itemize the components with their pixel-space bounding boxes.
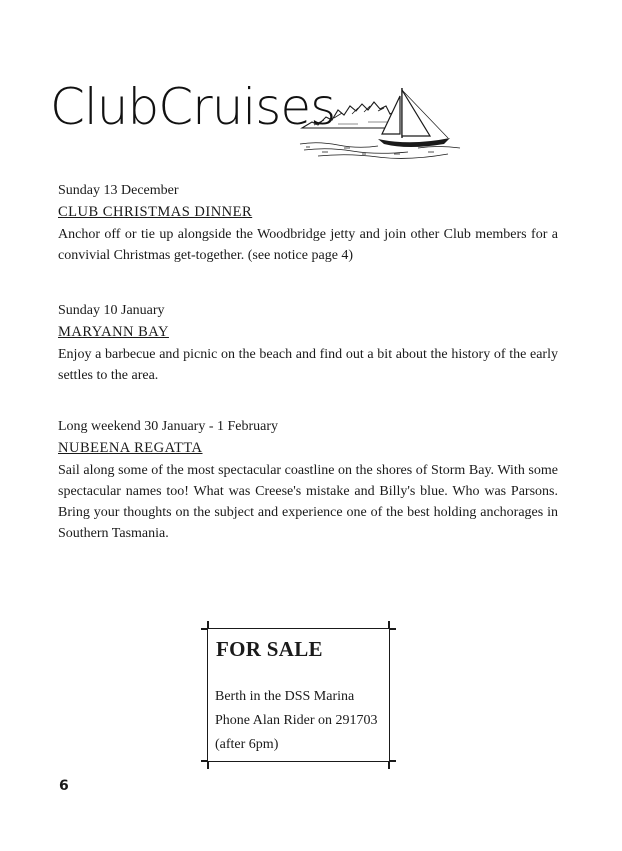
box-corner-mark (207, 761, 209, 769)
event-date: Long weekend 30 January - 1 February (58, 419, 279, 434)
event-description: Anchor off or tie up alongside the Woodbridge jetty and join other Club members for a convivial Christmas get-together. (see notice page 4) (58, 227, 558, 263)
for-sale-line: (after 6pm) (215, 737, 279, 752)
event-date: Sunday 13 December (58, 183, 179, 198)
box-corner-mark (389, 760, 396, 762)
event-title: CLUB CHRISTMAS DINNER (58, 204, 253, 220)
box-corner-mark (207, 621, 209, 629)
sailing-boat-illustration (298, 84, 464, 160)
event-date: Sunday 10 January (58, 303, 165, 318)
page-number: 6 (59, 778, 69, 794)
box-corner-mark (388, 761, 390, 769)
cruise-event (58, 418, 558, 544)
cruise-event (58, 302, 558, 386)
box-corner-mark (388, 621, 390, 629)
for-sale-line: Berth in the DSS Marina (215, 689, 355, 704)
box-corner-mark (389, 628, 396, 630)
for-sale-box (207, 628, 390, 762)
page-title: ClubCruises (50, 78, 336, 136)
for-sale-line: Phone Alan Rider on 291703 (215, 713, 378, 728)
event-description: Sail along some of the most spectacular coastline on the shores of Storm Bay. With some spectacular names too! What was Creese's mistake and Billy's blue. Who was Parsons. Bring your thoughts on the subject and experience one of the best holding anchorages in Southern Tasmania. (58, 463, 558, 541)
event-title: MARYANN BAY (58, 324, 169, 340)
event-title: NUBEENA REGATTA (58, 440, 203, 456)
for-sale-heading: FOR SALE (216, 637, 323, 661)
cruise-event (58, 182, 558, 266)
event-description: Enjoy a barbecue and picnic on the beach and find out a bit about the history of the early settles to the area. (58, 347, 558, 383)
